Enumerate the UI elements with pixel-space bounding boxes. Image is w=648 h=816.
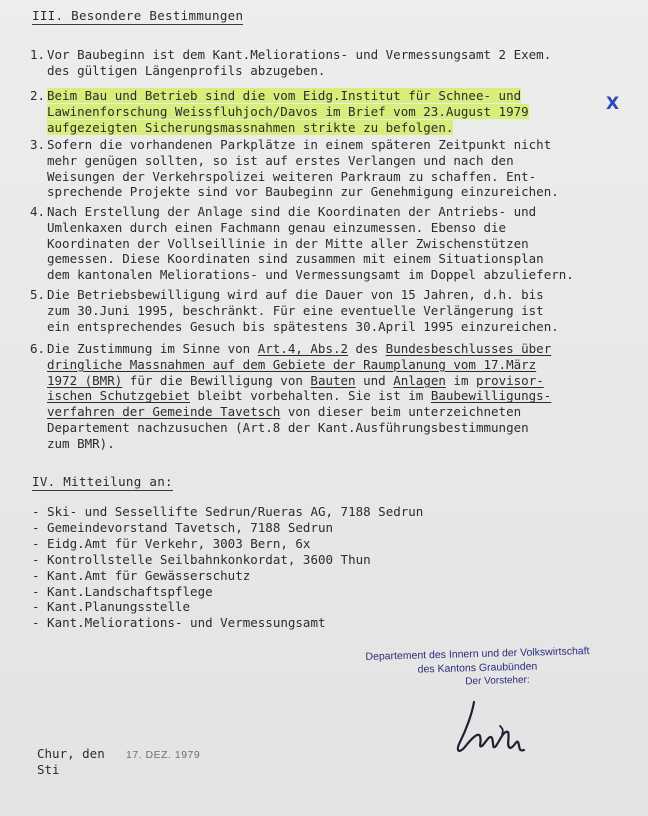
item-text-line: Die Betriebsbewilligung wird auf die Dauer von 15 Jahren, d.h. bis xyxy=(47,287,544,302)
text-segment: für die Bewilligung von xyxy=(122,372,311,388)
recipient-item: - Kant.Landschaftspflege xyxy=(32,583,213,599)
margin-check-mark: X xyxy=(606,94,620,114)
stamp-line: des Kantons Graubünden xyxy=(417,659,538,676)
item-text-line xyxy=(47,404,637,420)
place-label: Chur, den xyxy=(37,746,105,761)
stamp-line: Departement des Innern und der Volkswirtschaft xyxy=(365,645,590,663)
item-text-line xyxy=(47,341,637,357)
underlined-text-line: dringliche Massnahmen auf dem Gebiete der Raumplanung vom 17.März xyxy=(47,356,537,372)
recipient-item: - Kant.Planungsstelle xyxy=(32,599,191,615)
item-text-line: Koordinaten der Vollseillinie in der Mitte aller Zwischenstützen xyxy=(47,235,529,251)
item-text-line: Weisungen der Verkehrspolizei weiteren Parkraum zu schaffen. Ent- xyxy=(47,168,537,184)
underlined-text: Art.4, Abs.2 xyxy=(257,341,349,356)
section-heading-besondere-bestimmungen: III. Besondere Bestimmungen xyxy=(32,8,244,23)
underlined-text: verfahren der Gemeinde Tavetsch xyxy=(47,404,281,420)
recipient-list xyxy=(32,504,423,631)
text-segment: und xyxy=(355,372,394,388)
item-text-line: zum 30.Juni 1995, beschränkt. Für eine eventuelle Verlängerung ist xyxy=(47,302,544,318)
item-text-line: sprechende Projekte sind vor Baubeginn zur Genehmigung einzureichen. xyxy=(47,184,559,200)
place-and-initials xyxy=(37,746,105,778)
department-stamp xyxy=(355,645,600,689)
highlighted-text-line: aufgezeigten Sicherungsmassnahmen strikte zu befolgen. xyxy=(47,119,454,135)
item-number: 4. xyxy=(30,204,46,219)
text-segment: von dieser beim unterzeichneten xyxy=(280,404,522,420)
item-text-line: Nach Erstellung der Anlage sind die Koordinaten der Antriebs- und xyxy=(47,204,537,219)
item-text-line xyxy=(47,388,637,404)
text-segment: des xyxy=(348,341,386,356)
item-text-line: Sofern die vorhandenen Parkplätze in einem späteren Zeitpunkt nicht xyxy=(47,137,552,152)
item-text-line: zum BMR). xyxy=(47,435,115,451)
item-text-line: gemessen. Diese Koordinaten sind zusammen mit einem Situationsplan xyxy=(47,251,544,267)
underlined-text: provisor- xyxy=(476,372,544,388)
recipient-item: - Kant.Amt für Gewässerschutz xyxy=(32,567,251,583)
handwritten-signature xyxy=(452,696,532,760)
underlined-text: Bundesbeschlusses über xyxy=(385,341,552,356)
underlined-text: Baubewilligungs- xyxy=(430,388,552,404)
item-number: 6. xyxy=(30,341,46,356)
recipient-item: - Ski- und Sessellifte Sedrun/Rueras AG, 7188 Sedrun xyxy=(32,504,424,519)
underlined-text: ischen Schutzgebiet xyxy=(47,388,190,404)
recipient-item: - Gemeindevorstand Tavetsch, 7188 Sedrun xyxy=(32,519,334,535)
underlined-text: Anlagen xyxy=(393,372,446,388)
item-number: 5. xyxy=(30,287,46,302)
recipient-item: - Kant.Meliorations- und Vermessungsamt xyxy=(32,615,326,631)
date-stamp: 17. DEZ. 1979 xyxy=(126,749,201,761)
item-text-line: mehr genügen sollten, so ist auf erstes Verlangen und nach den xyxy=(47,152,514,168)
text-segment: Die Zustimmung im Sinne von xyxy=(47,341,258,356)
item-text-line: des gültigen Längenprofils abzugeben. xyxy=(47,62,326,78)
item-text-line xyxy=(47,373,637,389)
author-initials: Sti xyxy=(37,762,60,777)
stamp-line: Der Vorsteher: xyxy=(465,674,530,688)
section-heading-mitteilung: IV. Mitteilung an: xyxy=(32,474,173,489)
item-text-line: Vor Baubeginn ist dem Kant.Meliorations- und Vermessungsamt 2 Exem. xyxy=(47,47,552,62)
text-segment: bleibt vorbehalten. Sie ist im xyxy=(190,388,431,404)
recipient-item: - Eidg.Amt für Verkehr, 3003 Bern, 6x xyxy=(32,535,311,551)
recipient-item: - Kontrollstelle Seilbahnkonkordat, 3600 Thun xyxy=(32,551,371,567)
underlined-text: 1972 (BMR) xyxy=(47,372,123,388)
text-segment: im xyxy=(445,372,477,388)
highlighted-text-line: Lawinenforschung Weissfluhjoch/Davos im Brief vom 23.August 1979 xyxy=(47,103,529,119)
item-text-line: ein entsprechendes Gesuch bis spätestens 30.April 1995 einzureichen. xyxy=(47,318,559,334)
item-number: 2. xyxy=(30,88,46,103)
underlined-text: Bauten xyxy=(310,372,356,388)
item-number: 3. xyxy=(30,137,46,152)
item-text-line: dem kantonalen Meliorations- und Vermessungsamt im Doppel abzuliefern. xyxy=(47,267,574,283)
item-text-line: Departement nachzusuchen (Art.8 der Kant.Ausführungsbestimmungen xyxy=(47,419,529,435)
highlighted-text-line: Beim Bau und Betrieb sind die vom Eidg.Institut für Schnee- und xyxy=(47,88,522,103)
item-number: 1. xyxy=(30,47,46,62)
item-text-line: Umlenkaxen durch einen Fachmann genau einzumessen. Ebenso die xyxy=(47,219,507,235)
